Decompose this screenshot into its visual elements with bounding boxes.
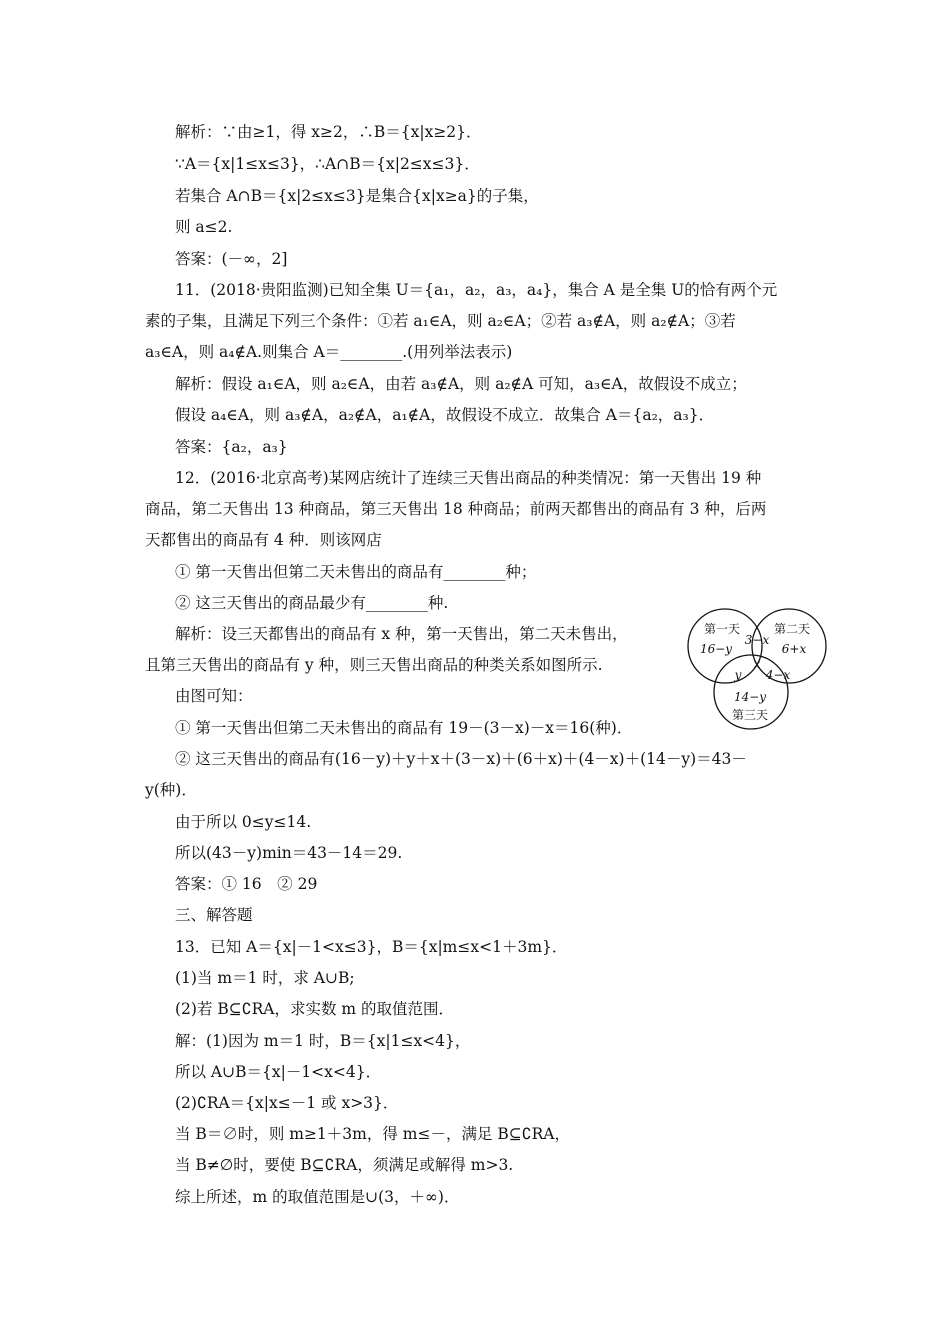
text-line: ① 第一天售出但第二天未售出的商品有 19－(3－x)－x＝16(种)． [175, 719, 633, 737]
text-line: 当 B≠∅时，要使 B⊆∁RA，须满足或解得 m>3. [175, 1156, 514, 1174]
question-11-line: a₃∈A，则 a₄∉A.则集合 A＝________.(用列举法表示) [145, 343, 513, 361]
venn-label-day23: 4−x [765, 668, 791, 682]
venn-label-day2-only: 6+x [781, 642, 807, 656]
venn-label-day13: y [734, 668, 742, 682]
text-line: (2)∁RA＝{x|x≤－1 或 x>3}． [175, 1094, 399, 1112]
text-line: 由图可知： [175, 687, 253, 705]
text-line: 解析：设三天都售出的商品有 x 种，第一天售出，第二天未售出， [175, 625, 628, 643]
text-line: y(种)． [145, 781, 197, 799]
text-line: ② 这三天售出的商品有(16－y)＋y＋x＋(3－x)＋(6＋x)＋(4－x)＋(14－y)＝43－ [175, 750, 747, 768]
venn-label-day12: 3−x [744, 633, 770, 647]
question-13-line: 13．已知 A＝{x|－1<x≤3}，B＝{x|m≤x<1＋3m}． [175, 938, 568, 956]
text-line: 假设 a₄∈A，则 a₃∉A，a₂∉A，a₁∉A，故假设不成立．故集合 A＝{a₂，a₃}． [175, 406, 715, 424]
question-12-line: 12．(2016·北京高考)某网店统计了连续三天售出商品的种类情况：第一天售出 19 种 [175, 469, 762, 487]
question-12-line: ② 这三天售出的商品最少有________种. [175, 594, 449, 612]
text-line: 综上所述，m 的取值范围是∪(3，＋∞)． [175, 1188, 460, 1206]
answer-line: 答案：(－∞，2] [175, 250, 288, 268]
text-line: 若集合 A∩B＝{x|2≤x≤3}是集合{x|x≥a}的子集， [175, 187, 539, 205]
venn-label-day1: 第一天 [703, 622, 741, 636]
question-13-line: (2)若 B⊆∁RA，求实数 m 的取值范围． [175, 1000, 455, 1018]
question-12-line: ① 第一天售出但第二天未售出的商品有________种； [175, 563, 537, 581]
text-line: 且第三天售出的商品有 y 种，则三天售出商品的种类关系如图所示. [145, 656, 603, 674]
venn-label-all: x [753, 657, 761, 671]
question-12-line: 天都售出的商品有 4 种．则该网店 [145, 531, 382, 549]
venn-diagram [680, 606, 836, 732]
answer-line: 答案：① 16 ② 29 [175, 875, 318, 893]
question-11-line: 素的子集，且满足下列三个条件：①若 a₁∈A，则 a₂∈A；②若 a₃∉A，则 a₂∉A；③若 [145, 312, 736, 330]
text-line: 由于所以 0≤y≤14. [175, 813, 312, 831]
venn-label-day3-only: 14−y [733, 690, 767, 704]
text-line: 当 B＝∅时，则 m≥1＋3m，得 m≤－，满足 B⊆∁RA， [175, 1125, 570, 1143]
question-12-line: 商品，第二天售出 13 种商品，第三天售出 18 种商品；前两天都售出的商品有 3 种，后两 [145, 500, 767, 518]
text-line: 则 a≤2. [175, 218, 233, 236]
venn-label-day1-only: 16−y [699, 642, 733, 656]
text-line: 所以 A∪B＝{x|－1<x<4}． [175, 1063, 382, 1081]
question-13-line: (1)当 m＝1 时，求 A∪B; [175, 969, 355, 987]
text-line: 解析：假设 a₁∈A，则 a₂∈A，由若 a₃∉A，则 a₂∉A 可知，a₃∈A，故假设不成立； [175, 375, 747, 393]
text-line: 所以(43－y)min＝43－14＝29. [175, 844, 403, 862]
answer-line: 答案：{a₂，a₃} [175, 438, 288, 456]
question-11-line: 11．(2018·贵阳监测)已知全集 U＝{a₁，a₂，a₃，a₄}，集合 A 是全集 U的恰有两个元 [175, 281, 778, 299]
text-line: 解：(1)因为 m＝1 时，B＝{x|1≤x<4}， [175, 1032, 471, 1050]
text-line: 解析：∵由≥1，得 x≥2，∴B＝{x|x≥2}． [175, 123, 482, 141]
venn-label-day2: 第二天 [773, 622, 811, 636]
venn-label-day3: 第三天 [731, 708, 769, 722]
text-line: ∵A＝{x|1≤x≤3}，∴A∩B＝{x|2≤x≤3}． [175, 155, 480, 173]
section-heading: 三、解答题 [175, 906, 253, 924]
